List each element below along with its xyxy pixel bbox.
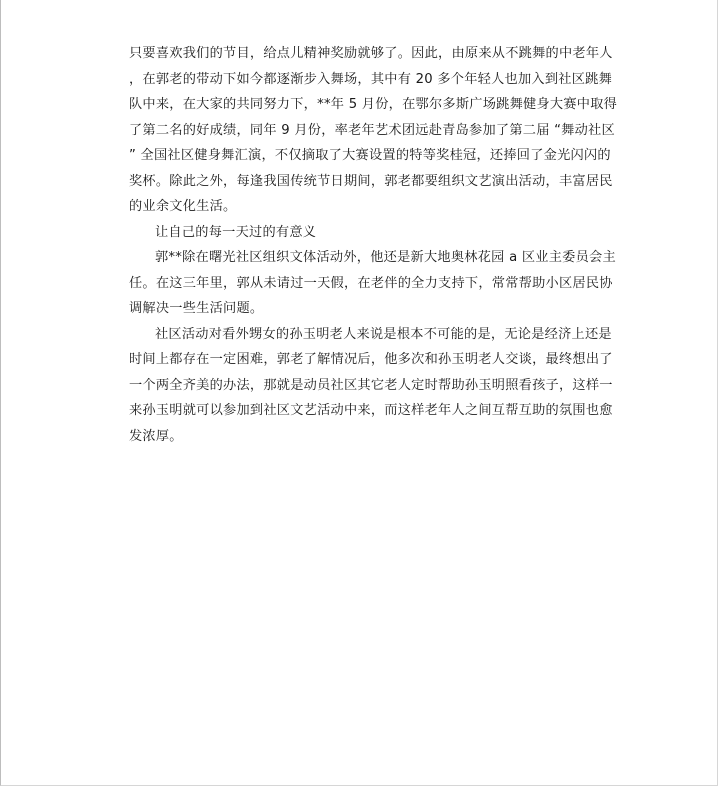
text-line: 的业余文化生活。 (129, 199, 237, 214)
text-line: 时间上都存在一定困难，郭老了解情况后，他多次和孙玉明老人交谈，最终想出了 (129, 352, 613, 367)
text-line: 了第二名的好成绩，同年 9 月份，率老年艺术团远赴青岛参加了第二届 “舞动社区 (129, 122, 615, 138)
text-line: 只要喜欢我们的节目，给点儿精神奖励就够了。因此，由原来从不跳舞的中老年人 (129, 46, 613, 61)
text-line: 一个两全齐美的办法，那就是动员社区其它老人定时帮助孙玉明照看孩子，这样一 (129, 377, 613, 393)
text-line: 郭**除在曙光社区组织文体活动外，他还是新大地奥林花园 a 区业主委员会主 (155, 250, 616, 265)
section-heading: 让自己的每一天过的有意义 (155, 224, 317, 240)
text-line: ” 全国社区健身舞汇演，不仅摘取了大赛设置的特等奖桂冠，还捧回了金光闪闪的 (129, 148, 611, 163)
text-line: 来孙玉明就可以参加到社区文艺活动中来，而这样老年人之间互帮互助的氛围也愈 (129, 403, 613, 418)
text-line: 任。在这三年里，郭从未请过一天假，在老伴的全力支持下，常常帮助小区居民协 (129, 275, 613, 291)
text-line: 发浓厚。 (129, 428, 183, 444)
text-line: 奖杯。除此之外，每逢我国传统节日期间，郭老都要组织文艺演出活动，丰富居民 (129, 173, 613, 189)
text-line: 调解决一些生活问题。 (129, 301, 264, 316)
text-line: 队中来，在大家的共同努力下，**年 5 月份，在鄂尔多斯广场跳舞健身大赛中取得 (129, 97, 618, 112)
text-line: ，在郭老的带动下如今都逐渐步入舞场，其中有 20 多个年轻人也加入到社区跳舞 (129, 71, 613, 87)
document-body (129, 41, 618, 449)
text-line: 社区活动对看外甥女的孙玉明老人来说是根本不可能的是，无论是经济上还是 (155, 326, 612, 342)
